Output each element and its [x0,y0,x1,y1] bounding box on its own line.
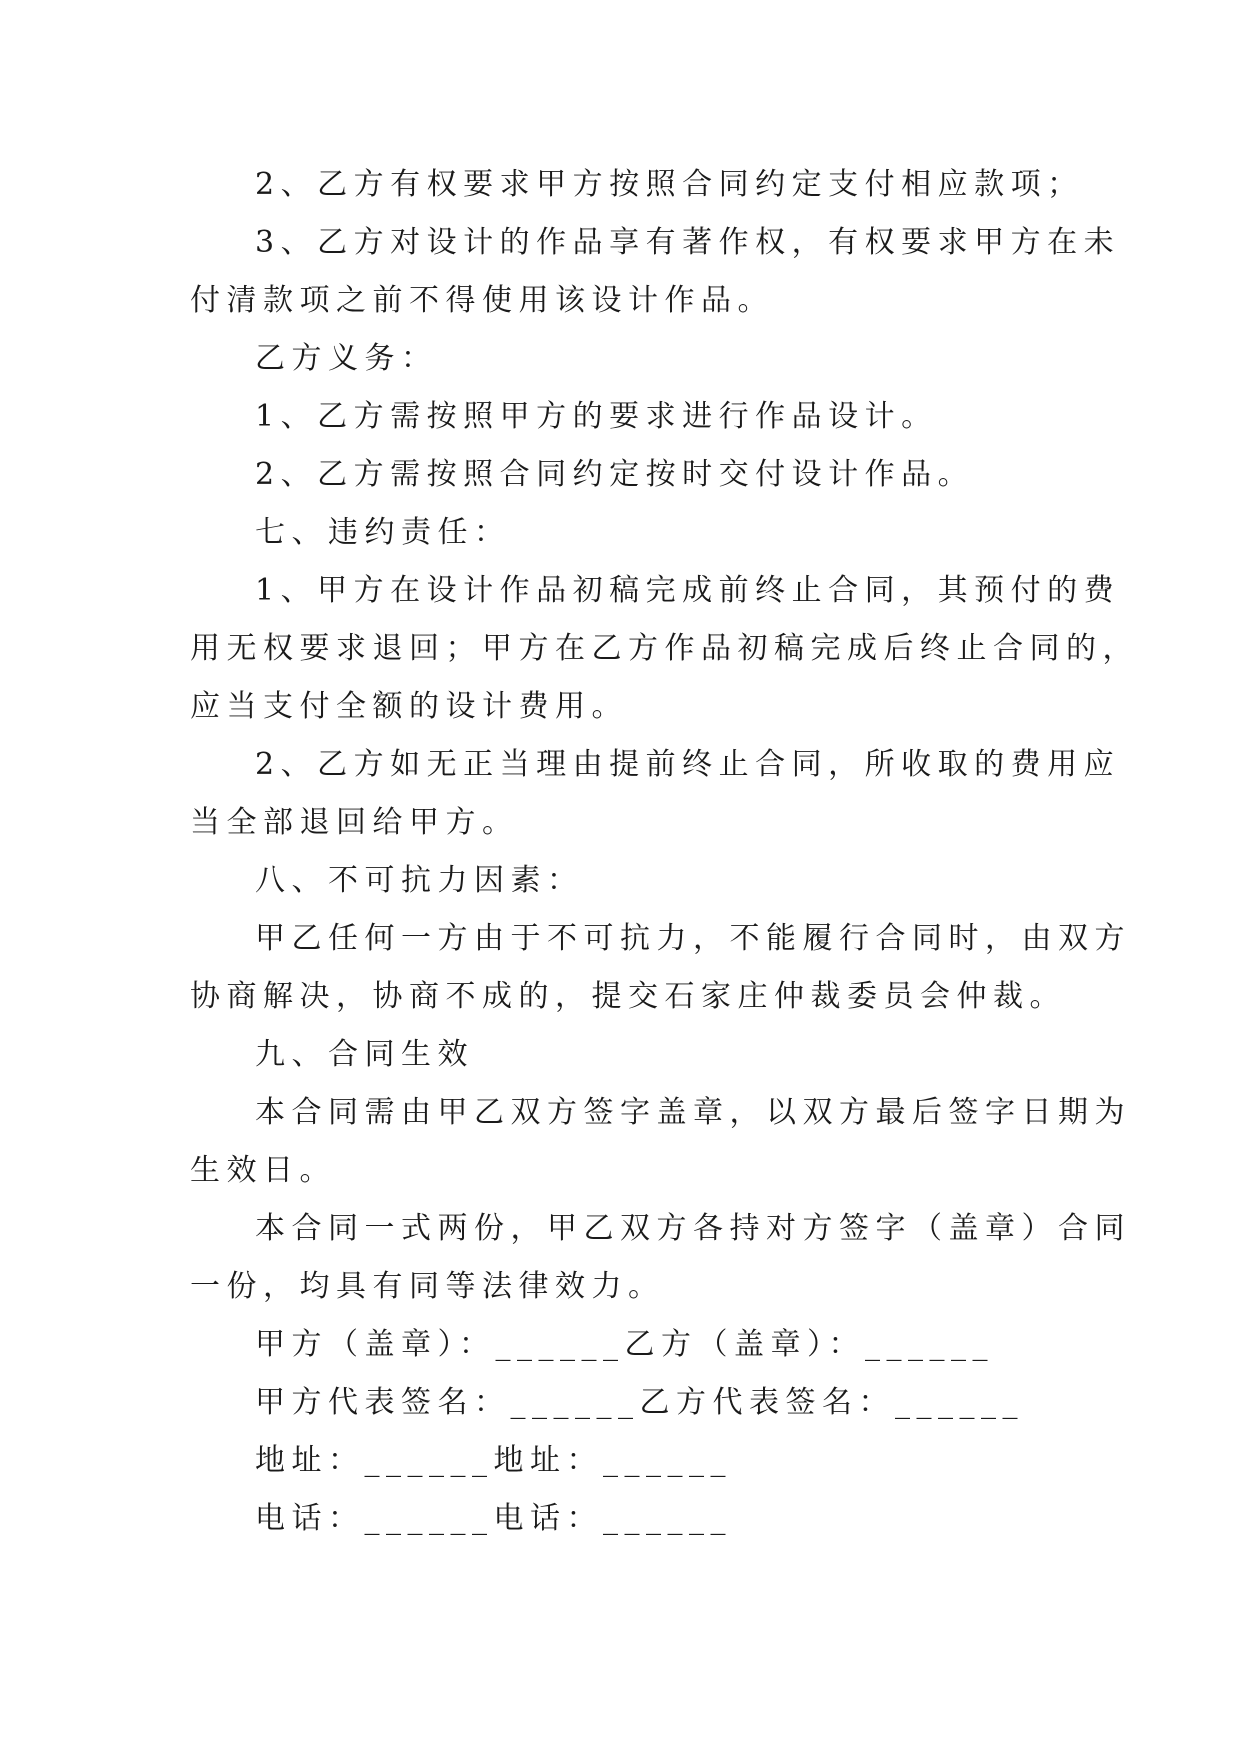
clause-line: 3、乙方对设计的作品享有著作权，有权要求甲方在未 [255,225,1121,260]
clause-line: 1、乙方需按照甲方的要求进行作品设计。 [255,399,938,434]
signature-line-phone: 电话：______电话：______ [255,1501,732,1536]
clause-line: 用无权要求退回；甲方在乙方作品初稿完成后终止合同的， [190,631,1139,666]
clause-line: 本合同需由甲乙双方签字盖章，以双方最后签字日期为 [255,1095,1131,1130]
section-heading: 乙方义务： [255,341,438,376]
clause-line: 本合同一式两份，甲乙双方各持对方签字（盖章）合同 [255,1211,1131,1246]
clause-line: 当全部退回给甲方。 [190,805,519,840]
signature-line-seal: 甲方（盖章）：______乙方（盖章）：______ [255,1327,994,1362]
clause-line: 1、甲方在设计作品初稿完成前终止合同，其预付的费 [255,573,1121,608]
clause-line: 2、乙方需按照合同约定按时交付设计作品。 [255,457,975,492]
clause-line: 甲乙任何一方由于不可抗力，不能履行合同时，由双方 [255,921,1131,956]
section-heading: 九、合同生效 [255,1037,474,1072]
section-heading: 七、违约责任： [255,515,511,550]
signature-line-address: 地址：______地址：______ [255,1443,732,1478]
clause-line: 协商解决，协商不成的，提交石家庄仲裁委员会仲裁。 [190,979,1066,1014]
clause-line: 一份，均具有同等法律效力。 [190,1269,665,1304]
signature-line-representative: 甲方代表签名：______乙方代表签名：______ [255,1385,1024,1420]
clause-line: 付清款项之前不得使用该设计作品。 [190,283,774,318]
section-heading: 八、不可抗力因素： [255,863,584,898]
clause-line: 应当支付全额的设计费用。 [190,689,628,724]
clause-line: 生效日。 [190,1153,336,1188]
clause-line: 2、乙方有权要求甲方按照合同约定支付相应款项； [255,167,1084,202]
clause-line: 2、乙方如无正当理由提前终止合同，所收取的费用应 [255,747,1121,782]
